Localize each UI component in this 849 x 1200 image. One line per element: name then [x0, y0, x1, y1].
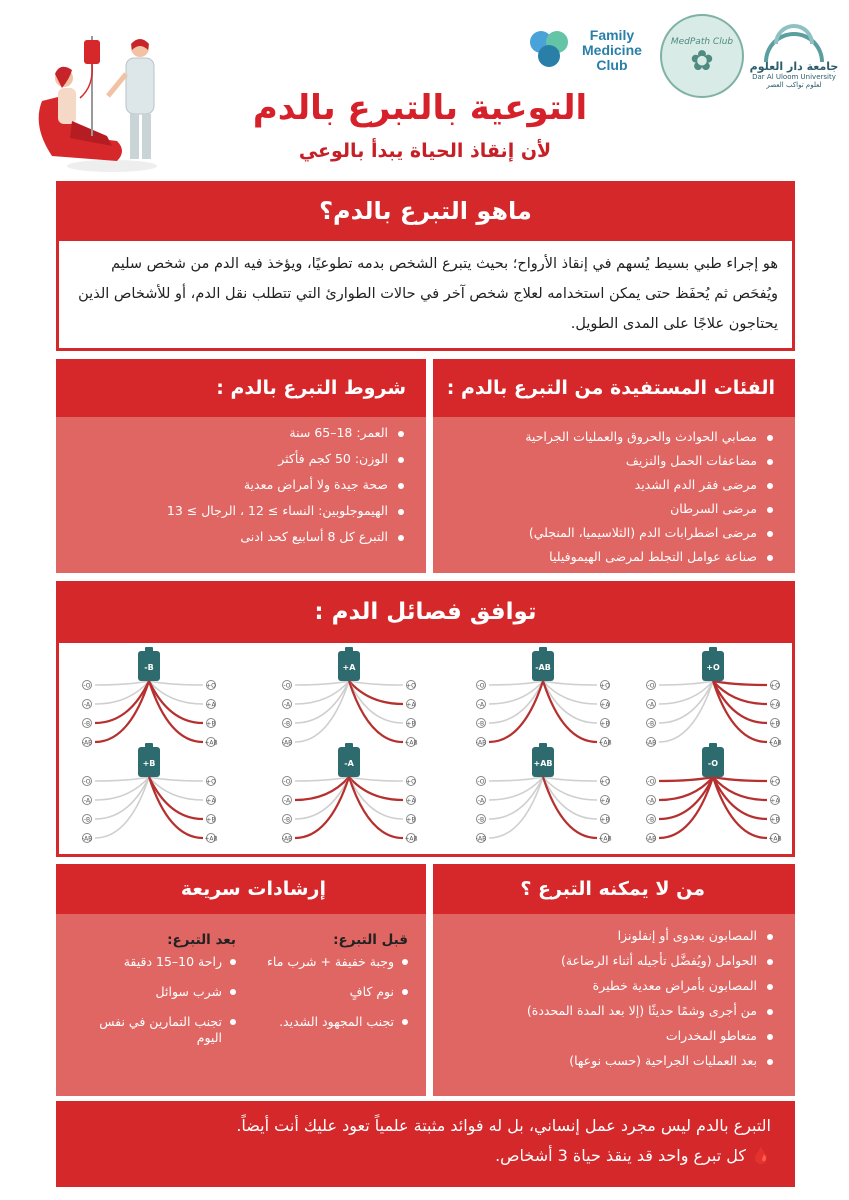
recipient-label: A+: [406, 797, 416, 805]
tube-line: [295, 777, 349, 781]
tube-line: [659, 681, 713, 685]
list-item: مرضى فقر الدم الشديد: [443, 477, 773, 493]
tube-line: [543, 777, 597, 781]
recipient-label: AB+: [404, 739, 418, 747]
conditions-panel: [56, 417, 426, 573]
recipient-label: AB-: [81, 835, 93, 843]
recipient-label: O+: [206, 778, 216, 786]
cannot-donate-panel: [433, 914, 795, 1096]
stethoscope-heart-icon: [526, 25, 576, 75]
tube-line: [713, 681, 767, 685]
blood-bag-cap: [709, 743, 717, 748]
recipient-label: O+: [600, 778, 610, 786]
list-item: المصابون بأمراض معدية خطيرة: [443, 978, 773, 994]
beneficiaries-panel: [433, 417, 795, 573]
recipient-label: AB+: [598, 835, 612, 843]
tube-line: [149, 777, 203, 838]
blood-bag-label: B+: [142, 759, 156, 768]
page-subtitle: لأن إنقاذ الحياة يبدأ بالوعي: [298, 140, 552, 162]
list-item: صناعة عوامل التجلط لمرضى الهيموفيليا: [443, 549, 773, 565]
recipient-label: B-: [647, 816, 655, 824]
recipient-label: A+: [406, 701, 416, 709]
recipient-label: AB+: [768, 835, 782, 843]
tube-line: [349, 681, 403, 685]
family-medicine-line-1: Family: [589, 26, 635, 43]
university-logo: [748, 14, 840, 104]
lungs-icon: ✿: [690, 44, 714, 77]
tube-line: [543, 777, 597, 838]
blood-donation-illustration: [22, 26, 172, 176]
recipient-label: B+: [600, 720, 610, 728]
tube-line: [295, 681, 349, 685]
blood-bag-cap: [345, 647, 353, 652]
recipient-label: O+: [406, 778, 416, 786]
page-title: التوعية بالتبرع بالدم: [252, 88, 588, 128]
list-item: وجبة خفيفة + شرب ماء: [248, 954, 408, 970]
recipient-label: A-: [647, 797, 655, 805]
blood-bag-label: A-: [344, 759, 354, 768]
university-name-en: Dar Al Uloom University: [752, 73, 836, 81]
tube-line: [489, 777, 543, 838]
recipient-label: AB-: [81, 739, 93, 747]
recipient-label: AB+: [768, 739, 782, 747]
family-medicine-club-logo: [526, 20, 656, 80]
tube-line: [543, 681, 597, 742]
recipient-label: O+: [770, 778, 780, 786]
recipient-label: AB+: [204, 835, 218, 843]
after-donation-heading: بعد التبرع:: [167, 932, 236, 948]
blood-bag-cap: [145, 647, 153, 652]
compatibility-panel: [56, 643, 795, 857]
tube-line: [95, 681, 149, 685]
recipient-label: A-: [647, 701, 655, 709]
tips-heading: إرشادات سريعة: [180, 878, 326, 900]
recipient-label: B+: [206, 720, 216, 728]
recipient-label: O-: [647, 682, 655, 690]
tube-line: [489, 681, 543, 742]
list-item: الهيموجلوبين: النساء ≥ 12 ، الرجال ≥ 13: [66, 503, 404, 519]
compatibility-diagram: [59, 643, 792, 854]
recipient-label: O-: [83, 682, 91, 690]
list-item: مرضى السرطان: [443, 501, 773, 517]
university-tagline: لعلوم تواكب العصر: [766, 81, 822, 89]
recipient-label: B-: [283, 720, 291, 728]
blood-bag-label: AB+: [533, 759, 553, 768]
medpath-club-name: MedPath Club: [670, 37, 734, 47]
conditions-heading: شروط التبرع بالدم :: [216, 377, 406, 399]
recipient-label: O-: [283, 682, 291, 690]
list-item: مرضى اضطرابات الدم (الثلاسيميا، المنجلي): [443, 525, 773, 541]
cannot-donate-list: [433, 914, 795, 1069]
blood-bag-label: A+: [342, 663, 356, 672]
tube-line: [489, 777, 543, 781]
after-donation-column: [86, 932, 236, 1060]
list-item: شرب سوائل: [86, 984, 236, 1000]
recipient-label: A-: [83, 797, 91, 805]
after-donation-list: [86, 954, 236, 1046]
tube-line: [149, 681, 203, 742]
recipient-label: B+: [600, 816, 610, 824]
tube-line: [659, 681, 713, 742]
beneficiaries-header-bar: [433, 359, 795, 417]
list-item: صحة جيدة ولا أمراض معدية: [66, 477, 404, 493]
family-medicine-line-2: Medicine: [582, 41, 642, 58]
list-item: بعد العمليات الجراحية (حسب نوعها): [443, 1053, 773, 1069]
list-item: من أجرى وشمًا حديثًا (إلا بعد المدة المحددة): [443, 1003, 773, 1019]
recipient-label: AB-: [475, 739, 487, 747]
recipient-label: AB-: [645, 835, 657, 843]
beneficiaries-heading: الفئات المستفيدة من التبرع بالدم :: [446, 377, 775, 399]
recipient-label: AB-: [281, 835, 293, 843]
recipient-label: B-: [83, 720, 91, 728]
recipient-label: A-: [283, 701, 291, 709]
blood-bag-label: O+: [706, 663, 720, 672]
tube-line: [149, 681, 203, 685]
beneficiaries-list: [433, 417, 795, 565]
recipient-label: A-: [477, 701, 485, 709]
tube-line: [489, 681, 543, 685]
recipient-label: B-: [647, 720, 655, 728]
recipient-label: A+: [206, 797, 216, 805]
recipient-label: O+: [770, 682, 780, 690]
footer-line-1: التبرع بالدم ليس مجرد عمل إنساني، بل له فوائد مثبتة علمياً تعود عليك أنت أيضاً.: [236, 1116, 771, 1135]
recipient-label: AB-: [281, 739, 293, 747]
recipient-label: B-: [477, 720, 485, 728]
list-item: العمر: 18–65 سنة: [66, 425, 404, 441]
recipient-label: B-: [83, 816, 91, 824]
tips-panel: [56, 914, 426, 1096]
list-item: تجنب التمارين في نفس اليوم: [86, 1014, 236, 1046]
tube-line: [149, 777, 203, 781]
recipient-label: AB+: [598, 739, 612, 747]
tips-header-bar: [56, 864, 426, 914]
family-medicine-line-3: Club: [596, 56, 628, 73]
recipient-label: O+: [406, 682, 416, 690]
list-item: تجنب المجهود الشديد.: [248, 1014, 408, 1030]
recipient-label: A+: [600, 797, 610, 805]
blood-bag-label: B-: [144, 663, 154, 672]
recipient-label: AB-: [475, 835, 487, 843]
what-is-body: هو إجراء طبي بسيط يُسهم في إنقاذ الأرواح؛ بحيث يتبرع الشخص بدمه تطوعيًا، ويؤخذ فيه الدم من شخص سليم ويُفحَص ثم يُحفَظ حتى يمكن استخدامه لعلاج شخص آخر في حالات الطوارئ التي تتطلب نقل الدم، أو للأشخاص الذين يحتاجون علاجًا على المدى الطويل.: [56, 241, 795, 351]
medpath-club-logo: [660, 14, 744, 98]
blood-bag-cap: [345, 743, 353, 748]
blood-bag-cap: [539, 647, 547, 652]
list-item: الحوامل (ويُفضَّل تأجيله أثناء الرضاعة): [443, 953, 773, 969]
recipient-label: A+: [770, 701, 780, 709]
blood-bag-cap: [145, 743, 153, 748]
what-is-heading: ماهو التبرع بالدم؟: [56, 181, 795, 241]
recipient-label: B-: [283, 816, 291, 824]
tube-line: [95, 681, 149, 742]
tube-line: [543, 681, 597, 685]
recipient-label: A+: [770, 797, 780, 805]
tube-line: [295, 681, 349, 742]
recipient-label: AB-: [645, 739, 657, 747]
recipient-label: O-: [477, 778, 485, 786]
tube-line: [349, 777, 403, 781]
recipient-label: AB+: [404, 835, 418, 843]
recipient-label: B+: [770, 720, 780, 728]
blood-bag-cap: [539, 743, 547, 748]
recipient-label: A+: [600, 701, 610, 709]
cannot-donate-tips-section: [56, 864, 795, 1096]
list-item: التبرع كل 8 أسابيع كحد ادنى: [66, 529, 404, 545]
recipient-label: O+: [600, 682, 610, 690]
cannot-donate-heading: من لا يمكنه التبرع ؟: [520, 878, 705, 900]
recipient-label: B+: [406, 720, 416, 728]
list-item: راحة 10–15 دقيقة: [86, 954, 236, 970]
compatibility-heading: توافق فصائل الدم :: [56, 581, 795, 643]
recipient-label: B+: [206, 816, 216, 824]
before-donation-list: [248, 954, 408, 1030]
before-donation-column: [248, 932, 408, 1044]
recipient-label: O-: [83, 778, 91, 786]
cannot-donate-header-bar: [433, 864, 795, 914]
footer-line-2: 🩸 كل تبرع واحد قد ينقذ حياة 3 أشخاص.: [495, 1146, 771, 1165]
list-item: نوم كافٍ: [248, 984, 408, 1000]
before-donation-heading: قبل التبرع:: [333, 932, 408, 948]
conditions-list: [56, 417, 426, 545]
recipient-label: A-: [283, 797, 291, 805]
university-name-ar: جامعة دار العلوم: [749, 60, 839, 73]
university-emblem-icon: [764, 18, 824, 58]
recipient-label: B+: [406, 816, 416, 824]
list-item: الوزن: 50 كجم فأكثر: [66, 451, 404, 467]
beneficiaries-conditions-section: [56, 359, 795, 573]
blood-bag-cap: [709, 647, 717, 652]
footer-message: [56, 1101, 795, 1187]
recipient-label: O-: [283, 778, 291, 786]
recipient-label: AB+: [204, 739, 218, 747]
recipient-label: A+: [206, 701, 216, 709]
blood-bag-label: AB-: [535, 663, 551, 672]
recipient-label: O-: [647, 778, 655, 786]
tube-line: [659, 777, 713, 781]
list-item: مصابي الحوادث والحروق والعمليات الجراحية: [443, 429, 773, 445]
recipient-label: B+: [770, 816, 780, 824]
blood-bag-label: O-: [707, 759, 719, 768]
recipient-label: O-: [477, 682, 485, 690]
list-item: متعاطو المخدرات: [443, 1028, 773, 1044]
conditions-header-bar: [56, 359, 426, 417]
recipient-label: O+: [206, 682, 216, 690]
recipient-label: A-: [477, 797, 485, 805]
recipient-label: A-: [83, 701, 91, 709]
tube-line: [95, 777, 149, 781]
list-item: مضاعفات الحمل والنزيف: [443, 453, 773, 469]
list-item: المصابون بعدوى أو إنفلونزا: [443, 928, 773, 944]
tube-line: [713, 777, 767, 781]
tube-line: [95, 777, 149, 838]
recipient-label: B-: [477, 816, 485, 824]
